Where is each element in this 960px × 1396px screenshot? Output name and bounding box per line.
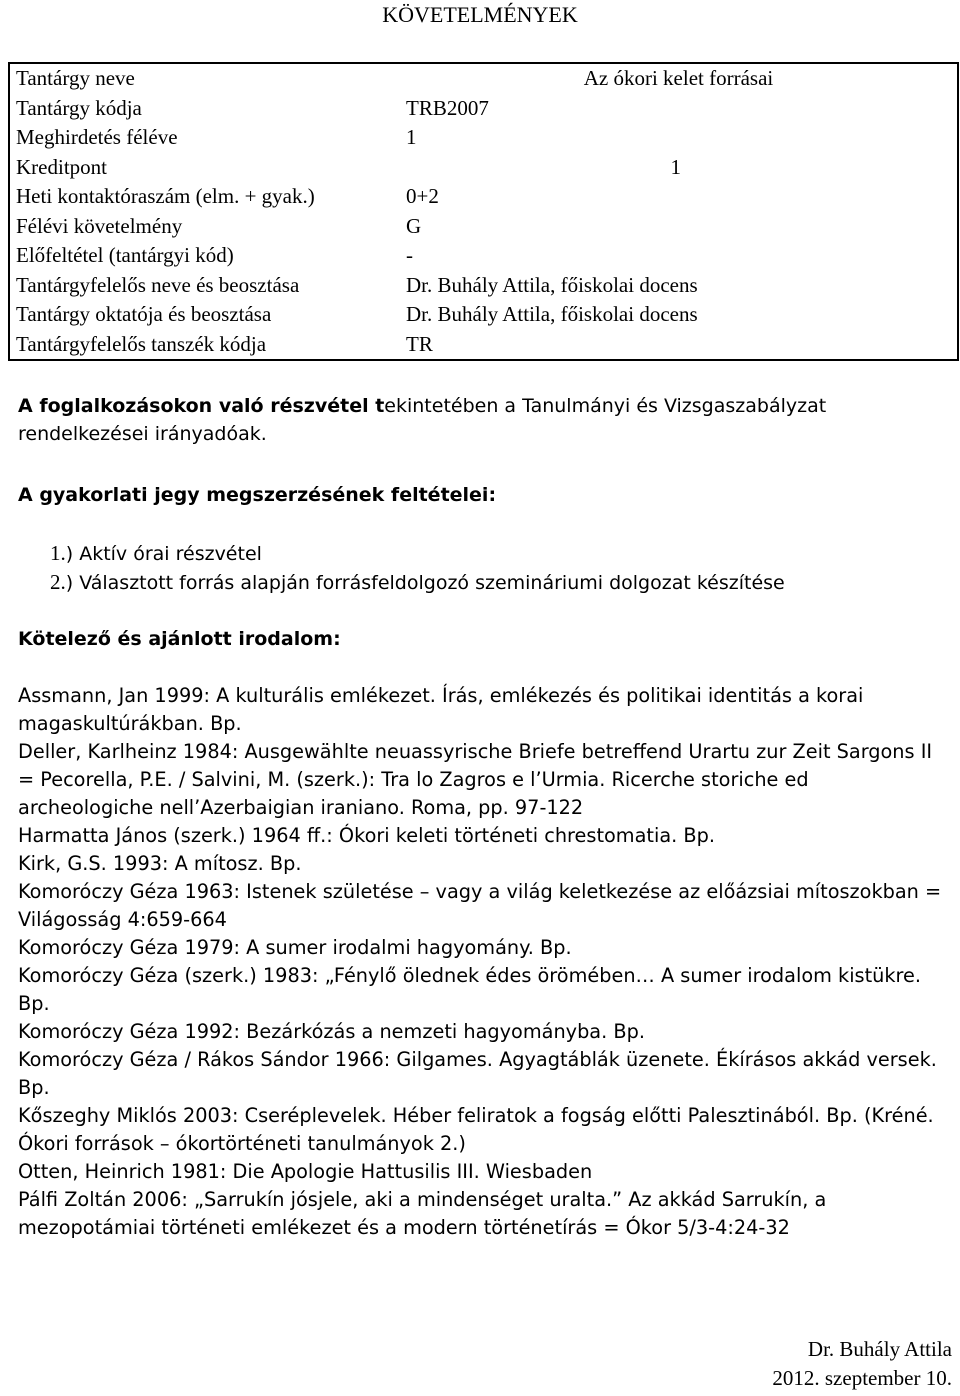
info-label: Kreditpont — [16, 154, 107, 179]
info-value: Az ókori kelet forrásai — [583, 66, 774, 90]
info-value: - — [406, 243, 413, 267]
condition-number: 2. — [50, 570, 66, 594]
reference-item: Harmatta János (szerk.) 1964 ff.: Ókori keleti történeti chrestomatia. Bp. — [18, 824, 715, 847]
reference-item: Kőszeghy Miklós 2003: Cseréplevelek. Héber feliratok a fogság előtti Palesztinából. Bp. (Kréné. Ókori források – ókortörténeti tanulmányok 2.) — [18, 1104, 934, 1155]
info-value: Dr. Buhály Attila, főiskolai docens — [406, 302, 698, 326]
info-row-prerequisite — [9, 241, 958, 271]
attendance-paragraph — [18, 392, 943, 448]
info-label: Tantárgy kódja — [16, 95, 142, 120]
reference-item: Deller, Karlheinz 1984: Ausgewählte neuassyrische Briefe betreffend Urartu zur Zeit Sargons II = Pecorella, P.E. / Salvini, M. (szerk.): Tra lo Zagros e l’Urmia. Ricerche storiche ed archeologiche nell’Azerbaigian iraniano. Roma, pp. 97-122 — [18, 740, 933, 819]
info-label: Előfeltétel (tantárgyi kód) — [16, 243, 234, 267]
reference-item: Komoróczy Géza 1992: Bezárkózás a nemzeti hagyományba. Bp. — [18, 1020, 645, 1043]
info-label: Félévi követelmény — [16, 213, 183, 238]
conditions-list — [50, 539, 960, 597]
info-row-semester — [9, 123, 958, 153]
info-label: Tantárgy oktatója és beosztása — [16, 302, 272, 326]
reference-item: Komoróczy Géza / Rákos Sándor 1966: Gilgames. Agyagtáblák üzenete. Ékírásos akkád versek. Bp. — [18, 1048, 937, 1099]
document-title: KÖVETELMÉNYEK — [382, 2, 578, 27]
reference-item: Komoróczy Géza 1963: Istenek születése – vagy a világ keletkezése az előázsiai mítoszokban = Világosság 4:659-664 — [18, 880, 942, 931]
condition-number: 1. — [50, 541, 66, 565]
info-row-instructor — [9, 300, 958, 330]
info-value: 0+2 — [406, 184, 439, 208]
signature-name: Dr. Buhály Attila — [807, 1337, 952, 1361]
course-info-table — [8, 62, 959, 361]
condition-item — [50, 568, 960, 597]
info-value: TR — [406, 331, 433, 356]
info-row-credits — [9, 153, 958, 183]
info-row-requirement — [9, 212, 958, 242]
info-row-course-name — [9, 63, 958, 94]
reference-item: Komoróczy Géza (szerk.) 1983: „Fénylő ölednek édes örömében… A sumer irodalom kistükre. Bp. — [18, 964, 922, 1015]
info-label: Meghirdetés féléve — [16, 125, 178, 149]
condition-item — [50, 539, 960, 568]
info-row-responsible — [9, 271, 958, 301]
reference-item: Komoróczy Géza 1979: A sumer irodalmi hagyomány. Bp. — [18, 936, 572, 959]
info-row-contact-hours — [9, 182, 958, 212]
attendance-rest: ekintetében a Tanulmányi és Vizsgaszabályzat rendelkezései irányadóak. — [18, 395, 827, 445]
reference-item: Pálfi Zoltán 2006: „Sarrukín jósjele, aki a mindenséget uralta.” Az akkád Sarrukín, a mezopotámiai történeti emlékezet és a modern történetírás = Ókor 5/3-4:24-32 — [18, 1188, 827, 1239]
literature-heading: Kötelező és ajánlott irodalom: — [18, 628, 341, 650]
info-value: 1 — [670, 154, 681, 179]
reference-item: Otten, Heinrich 1981: Die Apologie Hattusilis III. Wiesbaden — [18, 1160, 593, 1183]
reference-item: Assmann, Jan 1999: A kulturális emlékezet. Írás, emlékezés és politikai identitás a korai magaskultúrákban. Bp. — [18, 684, 864, 735]
grade-conditions-heading: A gyakorlati jegy megszerzésének feltételei: — [18, 484, 497, 506]
signature-date: 2012. szeptember 10. — [772, 1366, 952, 1390]
info-row-department — [9, 330, 958, 361]
condition-text: ) Választott forrás alapján forrásfeldolgozó szemináriumi dolgozat készítése — [65, 572, 785, 594]
info-label: Heti kontaktóraszám (elm. + gyak.) — [16, 184, 315, 208]
info-row-course-code — [9, 94, 958, 124]
condition-text: ) Aktív órai részvétel — [65, 543, 262, 565]
info-value: Dr. Buhály Attila, főiskolai docens — [406, 272, 698, 297]
info-label: Tantárgyfelelős neve és beosztása — [16, 272, 300, 297]
info-value: G — [406, 213, 422, 238]
references-list — [18, 682, 943, 1242]
info-label: Tantárgy neve — [16, 66, 135, 90]
info-label: Tantárgyfelelős tanszék kódja — [16, 331, 267, 356]
info-value: 1 — [406, 125, 417, 149]
attendance-bold: A foglalkozásokon való részvétel t — [18, 395, 385, 417]
info-value: TRB2007 — [406, 95, 489, 120]
reference-item: Kirk, G.S. 1993: A mítosz. Bp. — [18, 852, 302, 875]
